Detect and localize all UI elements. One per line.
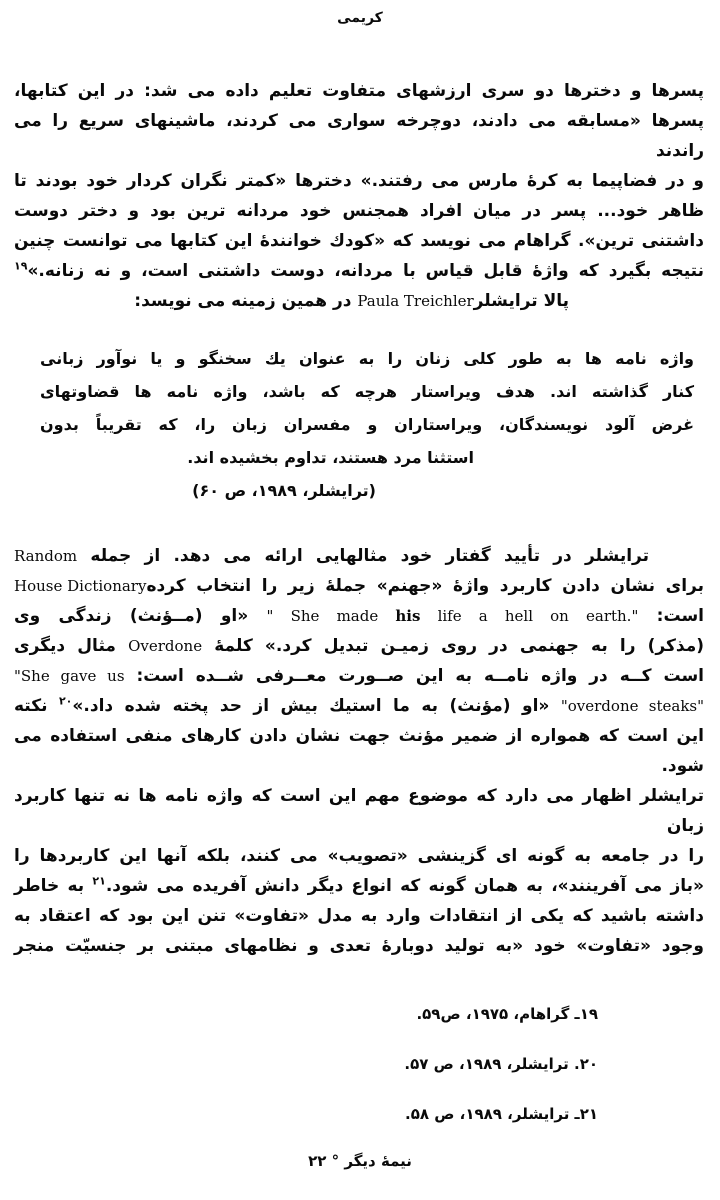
paragraph-1: [14, 76, 704, 316]
footnote-19: ۱۹ـ گراهام، ۱۹۷۵، ص۵۹.: [416, 1005, 598, 1023]
text-line: این است که همواره از ضمیر مؤنث جهت نشان دادن کارهای منفی استفاده می شود.: [14, 726, 704, 776]
running-header: کریمی: [337, 10, 383, 26]
text-line: [14, 661, 704, 691]
text-segment: در همین زمینه می نویسد:: [134, 291, 358, 311]
text-line: [14, 256, 704, 286]
latin-segment: Overdone: [128, 637, 203, 655]
text-line: [14, 541, 704, 571]
footnotes-block: [40, 1000, 598, 1150]
text-segment: ترایشلر در تأیید گفتار خود مثالهایی ارائه می دهد. از جمله: [77, 546, 649, 566]
quote-line: استثنا مرد هستند، تداوم بخشیده اند.: [187, 448, 474, 467]
text-line: را در جامعه به گونه ای گزینشی «تصویب» می کنند، بلکه آنها این کاربردها را: [14, 846, 704, 866]
text-segment: مثال دیگری: [14, 636, 129, 656]
paragraph-2: [14, 541, 704, 961]
text-segment: «او (مؤنث) به ما استیك بیش از حد پخته شده داد.»: [72, 696, 561, 716]
text-line: [14, 631, 704, 661]
latin-segment: Random: [14, 547, 78, 565]
latin-segment: [267, 607, 639, 625]
blockquote: [40, 342, 694, 507]
footnote-ref-20: ۲۰: [58, 694, 73, 708]
text-segment: «او (مــؤنث) زندگی وی: [14, 606, 267, 626]
text-line: داشته باشید که یکی از انتقادات وارد به مدل «تفاوت» تنن این بود که اعتقاد به: [14, 906, 704, 926]
latin-name: Paula Treichler: [357, 292, 474, 310]
text-segment: «باز می آفرینند»، به همان گونه که انواع دیگر دانش آفریده می شود.: [105, 876, 704, 896]
text-line: ترایشلر اظهار می دارد که موضوع مهم این است که واژه نامه ها نه تنها کاربرد زبان: [14, 786, 704, 836]
text-line: [14, 691, 704, 721]
quote-citation: (ترایشلر، ۱۹۸۹، ص ۶۰): [192, 481, 376, 500]
text-segment: پالا ترایشلر: [473, 291, 569, 311]
footnote-ref-19: ۱۹: [14, 259, 28, 273]
text-segment: برای نشان دادن کاربرد واژهٔ «جهنم» جملهٔ زیر را انتخاب کرده: [146, 576, 704, 596]
text-segment: است کــه در واژه نامــه به این صــورت معــرفی شــده است:: [124, 666, 704, 686]
text-line: [14, 571, 704, 601]
text-segment: است:: [638, 606, 704, 626]
text-line: ظاهر خود... پسر در میان افراد همجنس خود مردانه ترین بود و دختر دوست: [14, 201, 704, 221]
text-segment: نکته: [14, 696, 59, 716]
text-line: داشتنی ترین». گراهام می نویسد که «کودك خوانندهٔ این کتابها می توانست چنین: [14, 231, 704, 251]
text-line: پسرها و دخترها دو سری ارزشهای متفاوت تعلیم داده می شد: در این کتابها،: [14, 81, 704, 101]
footnote-ref-21: ۲۱: [92, 874, 106, 888]
latin-segment: House Dictionary: [14, 577, 147, 595]
quote-line: واژه نامه ها به طور کلی زنان را به عنوان یك سخنگو و یا نوآور زبانی: [40, 349, 694, 368]
footnote-21: ۲۱ـ ترایشلر، ۱۹۸۹، ص ۵۸.: [404, 1105, 598, 1123]
quote-line: غرض آلود نویسندگان، ویراستاران و مفسران زبان را، که تقریباً بدون: [40, 415, 694, 434]
journal-footer-page-number: نیمهٔ دیگر ° ۲۲: [308, 1152, 412, 1170]
footnote-20: ۲۰. ترایشلر، ۱۹۸۹، ص ۵۷.: [404, 1055, 598, 1073]
latin-text: life a hell on earth.": [420, 607, 639, 625]
text-line: [14, 871, 704, 901]
text-segment: (مذکر) را به جهنمی در روی زمیـن تبدیل کرد.» کلمهٔ: [202, 636, 704, 656]
treichler-intro-line: [14, 286, 569, 316]
latin-segment: "She gave us: [14, 667, 125, 685]
text-line: پسرها «مسابقه می دادند، دوچرخه سواری می کردند، ماشینهای سریع را می راندند: [14, 111, 704, 161]
text-segment: به خاطر: [14, 876, 93, 896]
text-segment: نتیجه بگیرد که واژهٔ قابل قیاس با مردانه، دوست داشتنی است، و نه زنانه.»: [27, 261, 704, 281]
text-line: [14, 601, 704, 631]
text-line: و در فضاپیما به کرهٔ مارس می رفتند.» دخترها «کمتر نگران کردار خود بودند تا: [14, 171, 704, 191]
text-line: وجود «تفاوت» خود «به تولید دوبارهٔ تعدی و نظامهای مبتنی بر جنسیّت منجر: [14, 936, 704, 956]
latin-text: " She made: [266, 607, 396, 625]
latin-segment: "overdone steaks": [560, 697, 705, 715]
quote-line: کنار گذاشته اند. هدف ویراستار هرچه که باشد، واژه نامه ها قضاوتهای: [40, 382, 694, 401]
latin-bold-his: his: [395, 607, 421, 625]
